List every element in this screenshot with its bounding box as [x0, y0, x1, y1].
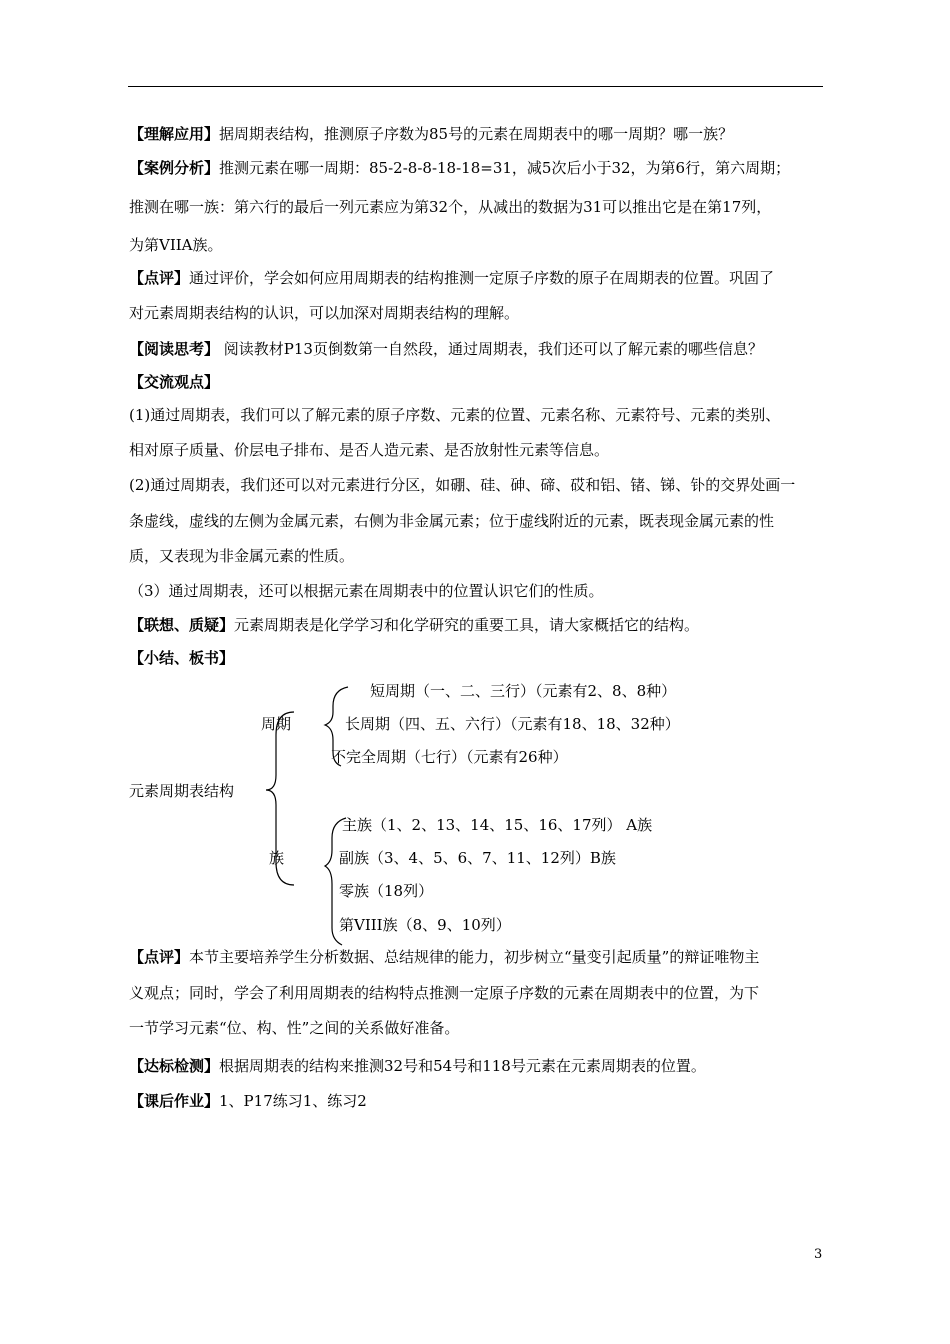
section-label: 【阅读思考】	[129, 340, 220, 358]
section-label: 【理解应用】	[129, 125, 220, 143]
group-item: 主族（1、2、13、14、15、16、17列） A族	[342, 816, 653, 834]
para-line: (2)通过周期表，我们还可以对元素进行分区，如硼、硅、砷、碲、砹和铝、锗、锑、钋的交界处画一	[129, 476, 796, 494]
group-label: 族	[269, 849, 285, 867]
section-label: 【交流观点】	[129, 373, 220, 391]
para-line: (1)通过周期表，我们可以了解元素的原子序数、元素的位置、元素名称、元素符号、元素的类别、	[129, 406, 781, 424]
section-label: 【课后作业】	[129, 1092, 220, 1110]
para-line: 义观点；同时，学会了利用周期表的结构特点推测一定原子序数的元素在周期表中的位置，为下	[129, 984, 760, 1002]
para-text: 通过评价，学会如何应用周期表的结构推测一定原子序数的原子在周期表的位置。巩固了	[189, 269, 775, 287]
section-label: 【达标检测】	[129, 1057, 220, 1075]
para-line: 推测在哪一族：第六行的最后一列元素应为第32个，从减出的数据为31可以推出它是在第17列，	[129, 198, 772, 216]
para-text: 推测元素在哪一周期：85-2-8-8-18-18=31，减5次后小于32，为第6行，第六周期；	[219, 159, 791, 177]
para-line: （3）通过周期表，还可以根据元素在周期表中的位置认识它们的性质。	[129, 582, 604, 600]
para-line: 质，又表现为非金属元素的性质。	[129, 547, 355, 565]
para-text: 据周期表结构，推测原子序数为85号的元素在周期表中的哪一周期？哪一族？	[219, 125, 734, 143]
para-text: 本节主要培养学生分析数据、总结规律的能力，初步树立“量变引起质量”的辩证唯物主	[189, 948, 760, 966]
section-label: 【案例分析】	[129, 159, 220, 177]
para-text: 元素周期表是化学学习和化学研究的重要工具，请大家概括它的结构。	[234, 616, 700, 634]
group-item: 副族（3、4、5、6、7、11、12列）B族	[339, 849, 616, 867]
group-item: 零族（18列）	[339, 882, 434, 900]
period-item: 短周期（一、二、三行）（元素有2、8、8种）	[370, 682, 677, 700]
para-text: 根据周期表的结构来推测32号和54号和118号元素在元素周期表的位置。	[219, 1057, 706, 1075]
group-item: 第VIII族（8、9、10列）	[339, 916, 511, 934]
period-item: 长周期（四、五、六行）（元素有18、18、32种）	[345, 715, 680, 733]
para-line: 对元素周期表结构的认识，可以加深对周期表结构的理解。	[129, 304, 520, 322]
para-line: 一节学习元素“位、构、性”之间的关系做好准备。	[129, 1019, 460, 1037]
para-line: 相对原子质量、价层电子排布、是否人造元素、是否放射性元素等信息。	[129, 441, 610, 459]
diagram-root: 元素周期表结构	[129, 782, 235, 800]
section-label: 【联想、质疑】	[129, 616, 235, 634]
para-line: 条虚线，虚线的左侧为金属元素，右侧为非金属元素；位于虚线附近的元素，既表现金属元素的性	[129, 512, 775, 530]
period-item: 不完全周期（七行）（元素有26种）	[331, 748, 568, 766]
para-text: 阅读教材P13页倒数第一自然段，通过周期表，我们还可以了解元素的哪些信息？	[219, 340, 763, 358]
section-label: 【点评】	[129, 948, 190, 966]
section-label: 【小结、板书】	[129, 649, 235, 667]
para-line: 为第VIIA族。	[129, 236, 223, 254]
page-number: 3	[814, 1247, 823, 1262]
para-text: 1、P17练习1、练习2	[219, 1092, 367, 1110]
para-comment-2	[129, 947, 829, 967]
period-label: 周期	[261, 715, 292, 733]
section-label: 【点评】	[129, 269, 190, 287]
para-homework	[129, 1091, 829, 1111]
para-assessment	[129, 1056, 829, 1076]
